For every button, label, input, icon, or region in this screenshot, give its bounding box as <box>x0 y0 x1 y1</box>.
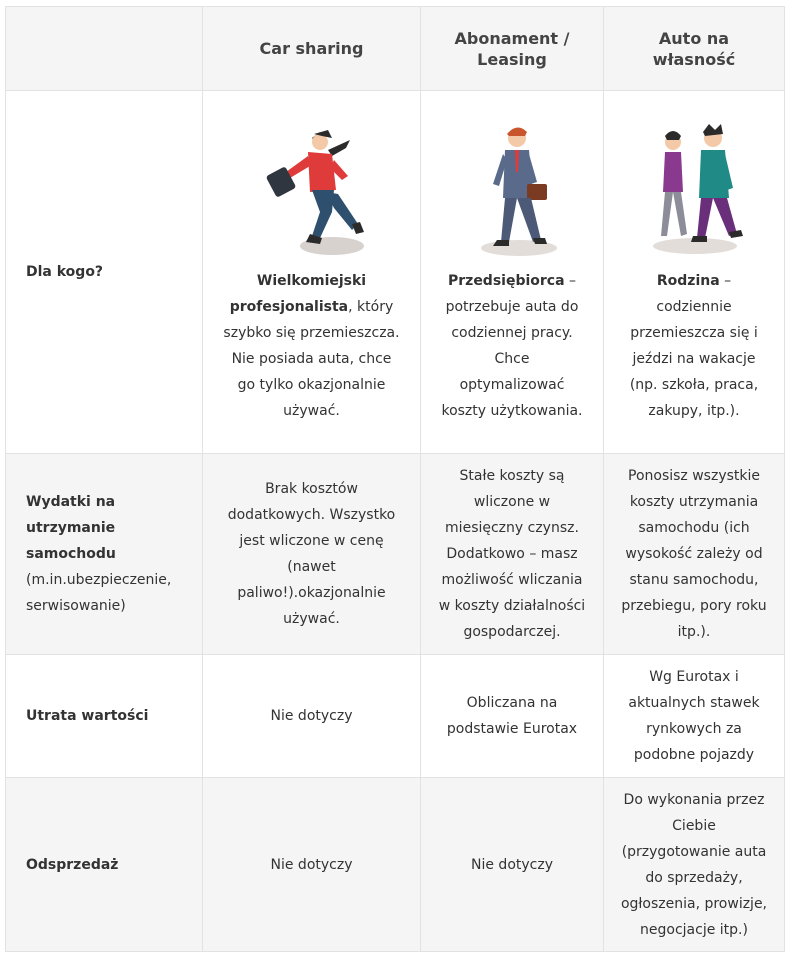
cell-own-car-costs: Ponosisz wszystkie koszty utrzymania samochodu (ich wysokość zależy od stanu samochodu, przebiegu, pory roku itp.). <box>604 454 785 655</box>
cell-car-sharing-depreciation: Nie dotyczy <box>203 655 421 778</box>
cell-leasing-resale: Nie dotyczy <box>421 778 604 952</box>
running-businessman-illustration <box>242 120 382 260</box>
header-empty <box>6 7 203 91</box>
walking-couple-illustration <box>629 120 759 260</box>
row-label-sub: (m.in.ubezpieczenie, serwisowanie) <box>26 572 172 614</box>
row-odsprzedaz <box>6 778 785 952</box>
row-utrata <box>6 655 785 778</box>
walking-businessman-illustration <box>447 120 577 260</box>
desc-leasing-who: Przedsiębiorca – potrzebuje auta do codziennej pracy. Chce optymalizować koszty użytkowania. <box>441 273 583 419</box>
row-label-main: Wydatki na utrzymanie samochodu <box>26 494 116 562</box>
row-label <box>6 454 203 655</box>
cell-car-sharing-resale: Nie dotyczy <box>203 778 421 952</box>
desc-own-car-who: Rodzina – codziennie przemieszcza się i jeździ na wakacje (np. szkoła, praca, zakupy, itp.). <box>629 273 759 419</box>
row-label: Odsprzedaż <box>6 778 203 952</box>
header-row <box>6 7 785 91</box>
comparison-table <box>5 6 785 952</box>
header-car-sharing: Car sharing <box>203 7 421 91</box>
row-label: Dla kogo? <box>6 91 203 454</box>
desc-car-sharing-who: Wielkomiejski profesjonalista, który szybko się przemieszcza. Nie posiada auta, chce go tylko okazjonalnie używać. <box>223 273 400 419</box>
cell-own-car-depreciation: Wg Eurotax i aktualnych stawek rynkowych za podobne pojazdy <box>604 655 785 778</box>
cell-leasing-who <box>421 91 604 454</box>
cell-car-sharing-who <box>203 91 421 454</box>
cell-leasing-costs: Stałe koszty są wliczone w miesięczny czynsz. Dodatkowo – masz możliwość wliczania w koszty działalności gospodarczej. <box>421 454 604 655</box>
cell-leasing-depreciation: Obliczana na podstawie Eurotax <box>421 655 604 778</box>
header-own-car: Auto na własność <box>604 7 785 91</box>
row-wydatki <box>6 454 785 655</box>
row-dla-kogo <box>6 91 785 454</box>
cell-car-sharing-costs: Brak kosztów dodatkowych. Wszystko jest wliczone w cenę (nawet paliwo!).okazjonalnie używać. <box>203 454 421 655</box>
row-label: Utrata wartości <box>6 655 203 778</box>
cell-own-car-who <box>604 91 785 454</box>
header-leasing: Abonament / Leasing <box>421 7 604 91</box>
cell-own-car-resale: Do wykonania przez Ciebie (przygotowanie auta do sprzedaży, ogłoszenia, prowizje, negocjacje itp.) <box>604 778 785 952</box>
